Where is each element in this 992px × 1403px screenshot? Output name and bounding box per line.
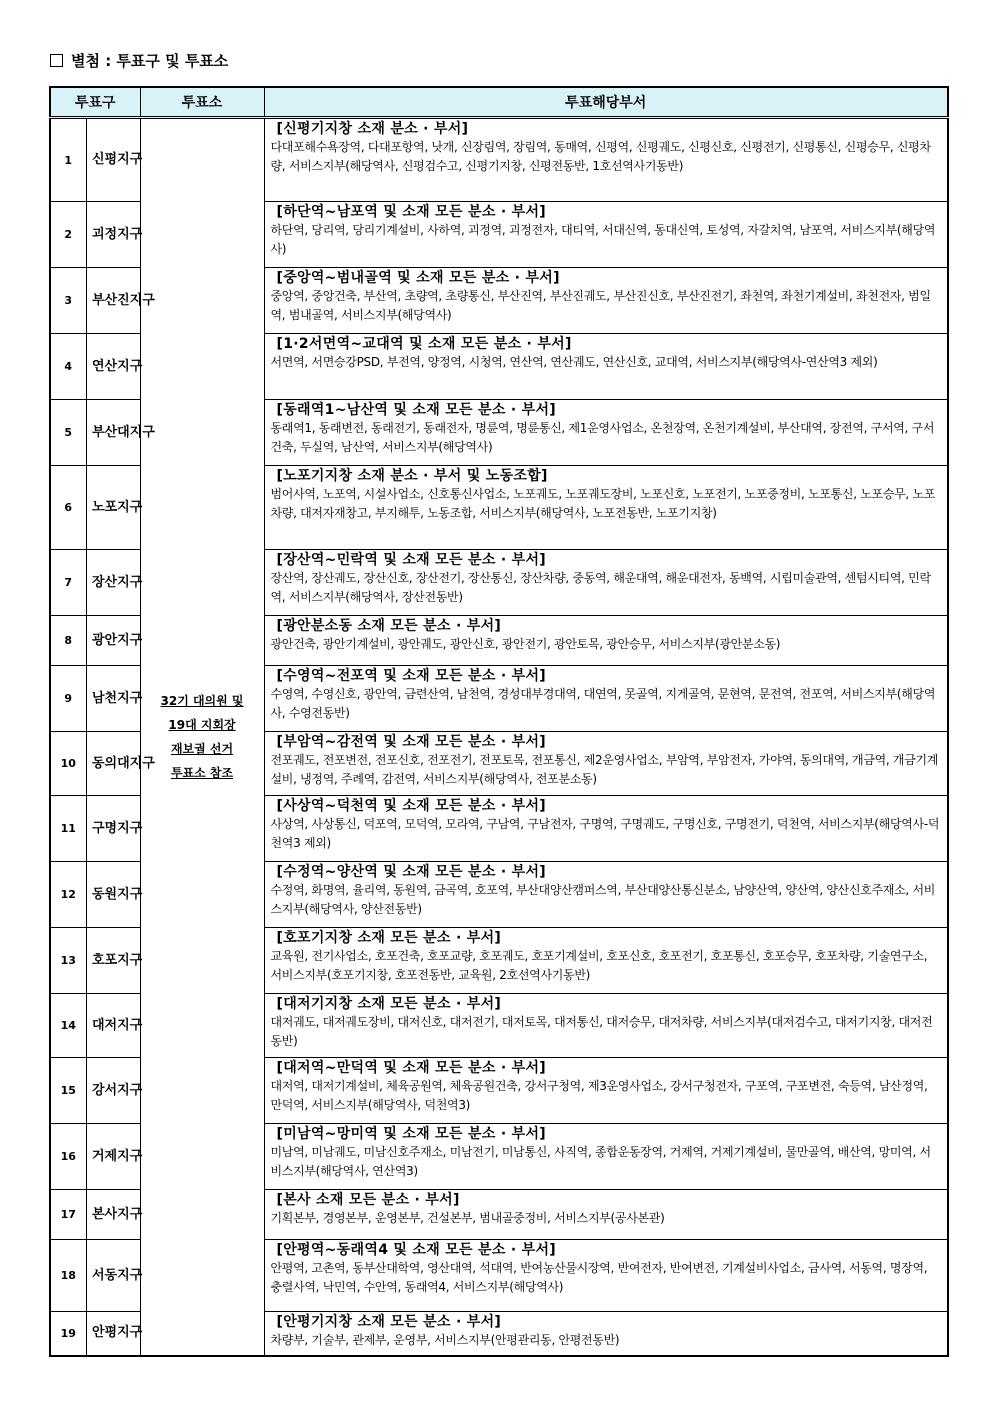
table-header-row [50,87,948,118]
departments-cell [264,994,948,1058]
departments-list: 범어사역, 노포역, 시설사업소, 신호통신사업소, 노포궤도, 노포궤도장비, 노포신호, 노포전기, 노포중정비, 노포통신, 노포승무, 노포차량, 대저자재창고, 부지해투, 노동조합, 서비스지부(해당역사, 노포전동반, 노포기지창) [270,487,936,520]
district-number: 14 [50,994,86,1058]
departments-cell [264,1190,948,1240]
district-name: 노포지구 [92,499,143,515]
departments-list: 기획본부, 경영본부, 운영본부, 건설본부, 범내골중정비, 서비스지부(공사본관) [270,1211,665,1225]
district-number: 2 [50,202,86,268]
departments-list: 안평역, 고촌역, 동부산대학역, 영산대역, 석대역, 반여농산물시장역, 반여전자, 반여변전, 기계설비사업소, 금사역, 서동역, 명장역, 충렬사역, 낙민역, 수안역, 동래역4, 서비스지부(해당역사) [270,1261,928,1294]
departments-list: 미남역, 미남궤도, 미남신호주재소, 미남전기, 미남통신, 사직역, 종합운동장역, 거제역, 거제기계설비, 물만골역, 배산역, 망미역, 서비스지부(해당역사, 연산역3) [270,1145,931,1178]
departments-heading: [동래역1~남산역 및 소재 모든 분소 · 부서] [276,402,557,418]
departments-cell [264,400,948,466]
departments-list: 사상역, 사상통신, 덕포역, 모덕역, 모라역, 구남역, 구남전자, 구명역, 구명궤도, 구명신호, 구명전기, 덕천역, 서비스지부(해당역사-덕천역3 제외) [270,817,940,850]
departments-list: 서면역, 서면승강PSD, 부전역, 양정역, 시청역, 연산역, 연산궤도, 연산신호, 교대역, 서비스지부(해당역사-연산역3 제외) [270,355,878,369]
district-name-cell [86,268,155,334]
departments-heading: [안평역~동래역4 및 소재 모든 분소 · 부서] [276,1242,557,1258]
departments-cell [264,466,948,550]
district-number: 3 [50,268,86,334]
polling-place-line: 재보궐 선거 [170,741,234,756]
departments-list: 차량부, 기술부, 관제부, 운영부, 서비스지부(안평관리동, 안평전동반) [270,1333,620,1347]
district-number: 18 [50,1240,86,1312]
header-district: 투표구 [50,87,140,118]
departments-heading: [수정역~양산역 및 소재 모든 분소 · 부서] [276,864,546,880]
district-name-cell [86,1058,143,1124]
departments-heading: [대저역~만덕역 및 소재 모든 분소 · 부서] [276,1060,546,1076]
departments-cell [264,616,948,666]
departments-cell [264,1058,948,1124]
district-number: 13 [50,928,86,994]
polling-place-line: 19대 지회장 [168,717,236,732]
district-name: 연산지구 [92,358,143,374]
district-name: 부산진지구 [92,292,155,308]
departments-list: 대저역, 대저기계설비, 체육공원역, 체육공원건축, 강서구청역, 제3운영사업소, 강서구청전자, 구포역, 구포변전, 숙등역, 남산정역, 만덕역, 서비스지부(해당역사, 덕천역3) [270,1079,928,1112]
header-departments: 투표해당부서 [264,87,948,118]
departments-list: 하단역, 당리역, 당리기계설비, 사하역, 괴정역, 괴정전자, 대티역, 서대신역, 동대신역, 토성역, 자갈치역, 남포역, 서비스지부(해당역사) [270,223,936,256]
departments-cell [264,550,948,616]
departments-list: 대저궤도, 대저궤도장비, 대저신호, 대저전기, 대저토목, 대저통신, 대저승무, 대저차량, 서비스지부(대저검수고, 대저기지창, 대저전동반) [270,1015,933,1048]
departments-list: 수영역, 수영신호, 광안역, 금련산역, 남천역, 경성대부경대역, 대연역, 못골역, 지게골역, 문현역, 문전역, 전포역, 서비스지부(해당역사, 수영전동반) [270,687,936,720]
district-number: 9 [50,666,86,732]
district-name-cell [86,1124,143,1190]
departments-heading: [1·2서면역~교대역 및 소재 모든 분소 · 부서] [276,336,572,352]
district-name-cell [86,334,143,400]
district-name-cell [86,994,143,1058]
district-name-cell [86,550,143,616]
district-number: 5 [50,400,86,466]
district-number: 11 [50,796,86,862]
district-name-cell [86,732,155,796]
district-name-cell [86,466,143,550]
departments-heading: [사상역~덕천역 및 소재 모든 분소 · 부서] [276,798,546,814]
district-name: 서동지구 [92,1267,143,1283]
departments-cell [264,1312,948,1356]
departments-cell [264,862,948,928]
departments-heading: [본사 소재 모든 분소 · 부서] [276,1192,460,1208]
departments-cell [264,928,948,994]
district-name-cell [86,202,143,268]
departments-cell [264,732,948,796]
polling-place-line: 32기 대의원 및 [160,693,244,708]
district-name-cell [86,862,143,928]
departments-heading: [중앙역~범내골역 및 소재 모든 분소 · 부서] [276,270,560,286]
departments-list: 장산역, 장산궤도, 장산신호, 장산전기, 장산통신, 장산차량, 중동역, 해운대역, 해운대전자, 동백역, 시립미술관역, 센텀시티역, 민락역, 서비스지부(해당역사, 장산전동반) [270,571,931,604]
departments-cell [264,118,948,202]
departments-heading: [장산역~민락역 및 소재 모든 분소 · 부서] [276,552,546,568]
district-name: 구명지구 [92,820,143,836]
district-name-cell [86,118,143,202]
district-number: 10 [50,732,86,796]
district-name: 동의대지구 [92,755,155,771]
departments-heading: [호포기지창 소재 모든 분소 · 부서] [276,930,502,946]
document-title-text: 별첨 : 투표구 및 투표소 [71,52,229,70]
district-name: 본사지구 [92,1206,143,1222]
table-body [50,118,948,1356]
district-number: 19 [50,1312,86,1356]
departments-cell [264,666,948,732]
district-name-cell [86,400,155,466]
district-name: 거제지구 [92,1148,143,1164]
district-name: 광안지구 [92,632,143,648]
polling-place-cell [140,118,264,1356]
departments-list: 중앙역, 중앙건축, 부산역, 초량역, 초량통신, 부산진역, 부산진궤도, 부산진신호, 부산진전기, 좌천역, 좌천기계설비, 좌천전자, 범일역, 범내골역, 서비스지부(해당역사) [270,289,931,322]
departments-heading: [광안분소동 소재 모든 분소 · 부서] [276,618,502,634]
departments-heading: [부암역~감전역 및 소재 모든 분소 · 부서] [276,734,546,750]
district-name-cell [86,666,143,732]
district-name: 장산지구 [92,574,143,590]
district-name: 부산대지구 [92,424,155,440]
polling-place-line: 투표소 참조 [170,765,234,780]
district-name-cell [86,1312,143,1356]
district-number: 7 [50,550,86,616]
polling-table [49,86,949,1357]
document-title [50,50,228,71]
district-name: 동원지구 [92,886,143,902]
departments-list: 전포궤도, 전포변전, 전포신호, 전포전기, 전포토목, 전포통신, 제2운영사업소, 부암역, 부암전자, 가야역, 동의대역, 개금역, 개금기계설비, 냉정역, 주례역, 감전역, 서비스지부(해당역사, 전포분소동) [270,753,939,786]
district-number: 16 [50,1124,86,1190]
district-name-cell [86,1190,143,1240]
departments-cell [264,1124,948,1190]
district-name-cell [86,1240,143,1312]
departments-cell [264,334,948,400]
departments-cell [264,202,948,268]
district-number: 1 [50,118,86,202]
district-name-cell [86,616,143,666]
district-name: 남천지구 [92,690,143,706]
departments-heading: [안평기지창 소재 모든 분소 · 부서] [276,1314,502,1330]
district-number: 6 [50,466,86,550]
district-name: 신평지구 [92,152,143,167]
district-number: 8 [50,616,86,666]
district-number: 15 [50,1058,86,1124]
checkbox-square-icon [50,54,63,67]
district-name: 대저지구 [92,1017,143,1033]
district-name: 안평지구 [92,1325,143,1341]
departments-list: 수정역, 화명역, 율리역, 동원역, 금곡역, 호포역, 부산대양산캠퍼스역, 부산대양산통신분소, 남양산역, 양산역, 양산신호주재소, 서비스지부(해당역사, 양산전동반) [270,883,936,916]
departments-heading: [하단역~남포역 및 소재 모든 분소 · 부서] [276,204,546,220]
departments-heading: [노포기지창 소재 분소 · 부서 및 노동조합] [276,468,548,484]
departments-cell [264,268,948,334]
departments-heading: [미남역~망미역 및 소재 모든 분소 · 부서] [276,1126,546,1142]
district-number: 17 [50,1190,86,1240]
departments-list: 교육원, 전기사업소, 호포건축, 호포교량, 호포궤도, 호포기계설비, 호포신호, 호포전기, 호포통신, 호포승무, 호포차량, 기술연구소, 서비스지부(호포기지창, 호포전동반, 교육원, 2호선역사기동반) [270,949,928,982]
departments-heading: [대저기지창 소재 모든 분소 · 부서] [276,996,502,1012]
departments-list: 동래역1, 동래변전, 동래전기, 동래전자, 명륜역, 명륜통신, 제1운영사업소, 온천장역, 온천기계설비, 부산대역, 장전역, 구서역, 구서건축, 두실역, 남산역, 서비스지부(해당역사) [270,421,935,454]
departments-cell [264,1240,948,1312]
district-name: 괴정지구 [92,226,143,242]
header-polling-place: 투표소 [140,87,264,118]
district-name-cell [86,928,143,994]
departments-heading: [신평기지창 소재 분소 · 부서] [276,121,469,137]
departments-cell [264,796,948,862]
district-name: 호포지구 [92,952,143,968]
departments-list: 광안건축, 광안기계설비, 광안궤도, 광안신호, 광안전기, 광안토목, 광안승무, 서비스지부(광안분소동) [270,637,781,651]
departments-heading: [수영역~전포역 및 소재 모든 분소 · 부서] [276,668,546,684]
district-number: 12 [50,862,86,928]
table-row [50,118,948,202]
district-number: 4 [50,334,86,400]
district-name-cell [86,796,143,862]
district-name: 강서지구 [92,1082,143,1098]
departments-list: 다대포해수욕장역, 다대포항역, 낫개, 신장림역, 장림역, 동매역, 신평역, 신평궤도, 신평신호, 신평전기, 신평통신, 신평승무, 신평차량, 서비스지부(해당역사, 신평검수고, 신평기지창, 신평전동반, 1호선역사기동반) [270,140,931,173]
